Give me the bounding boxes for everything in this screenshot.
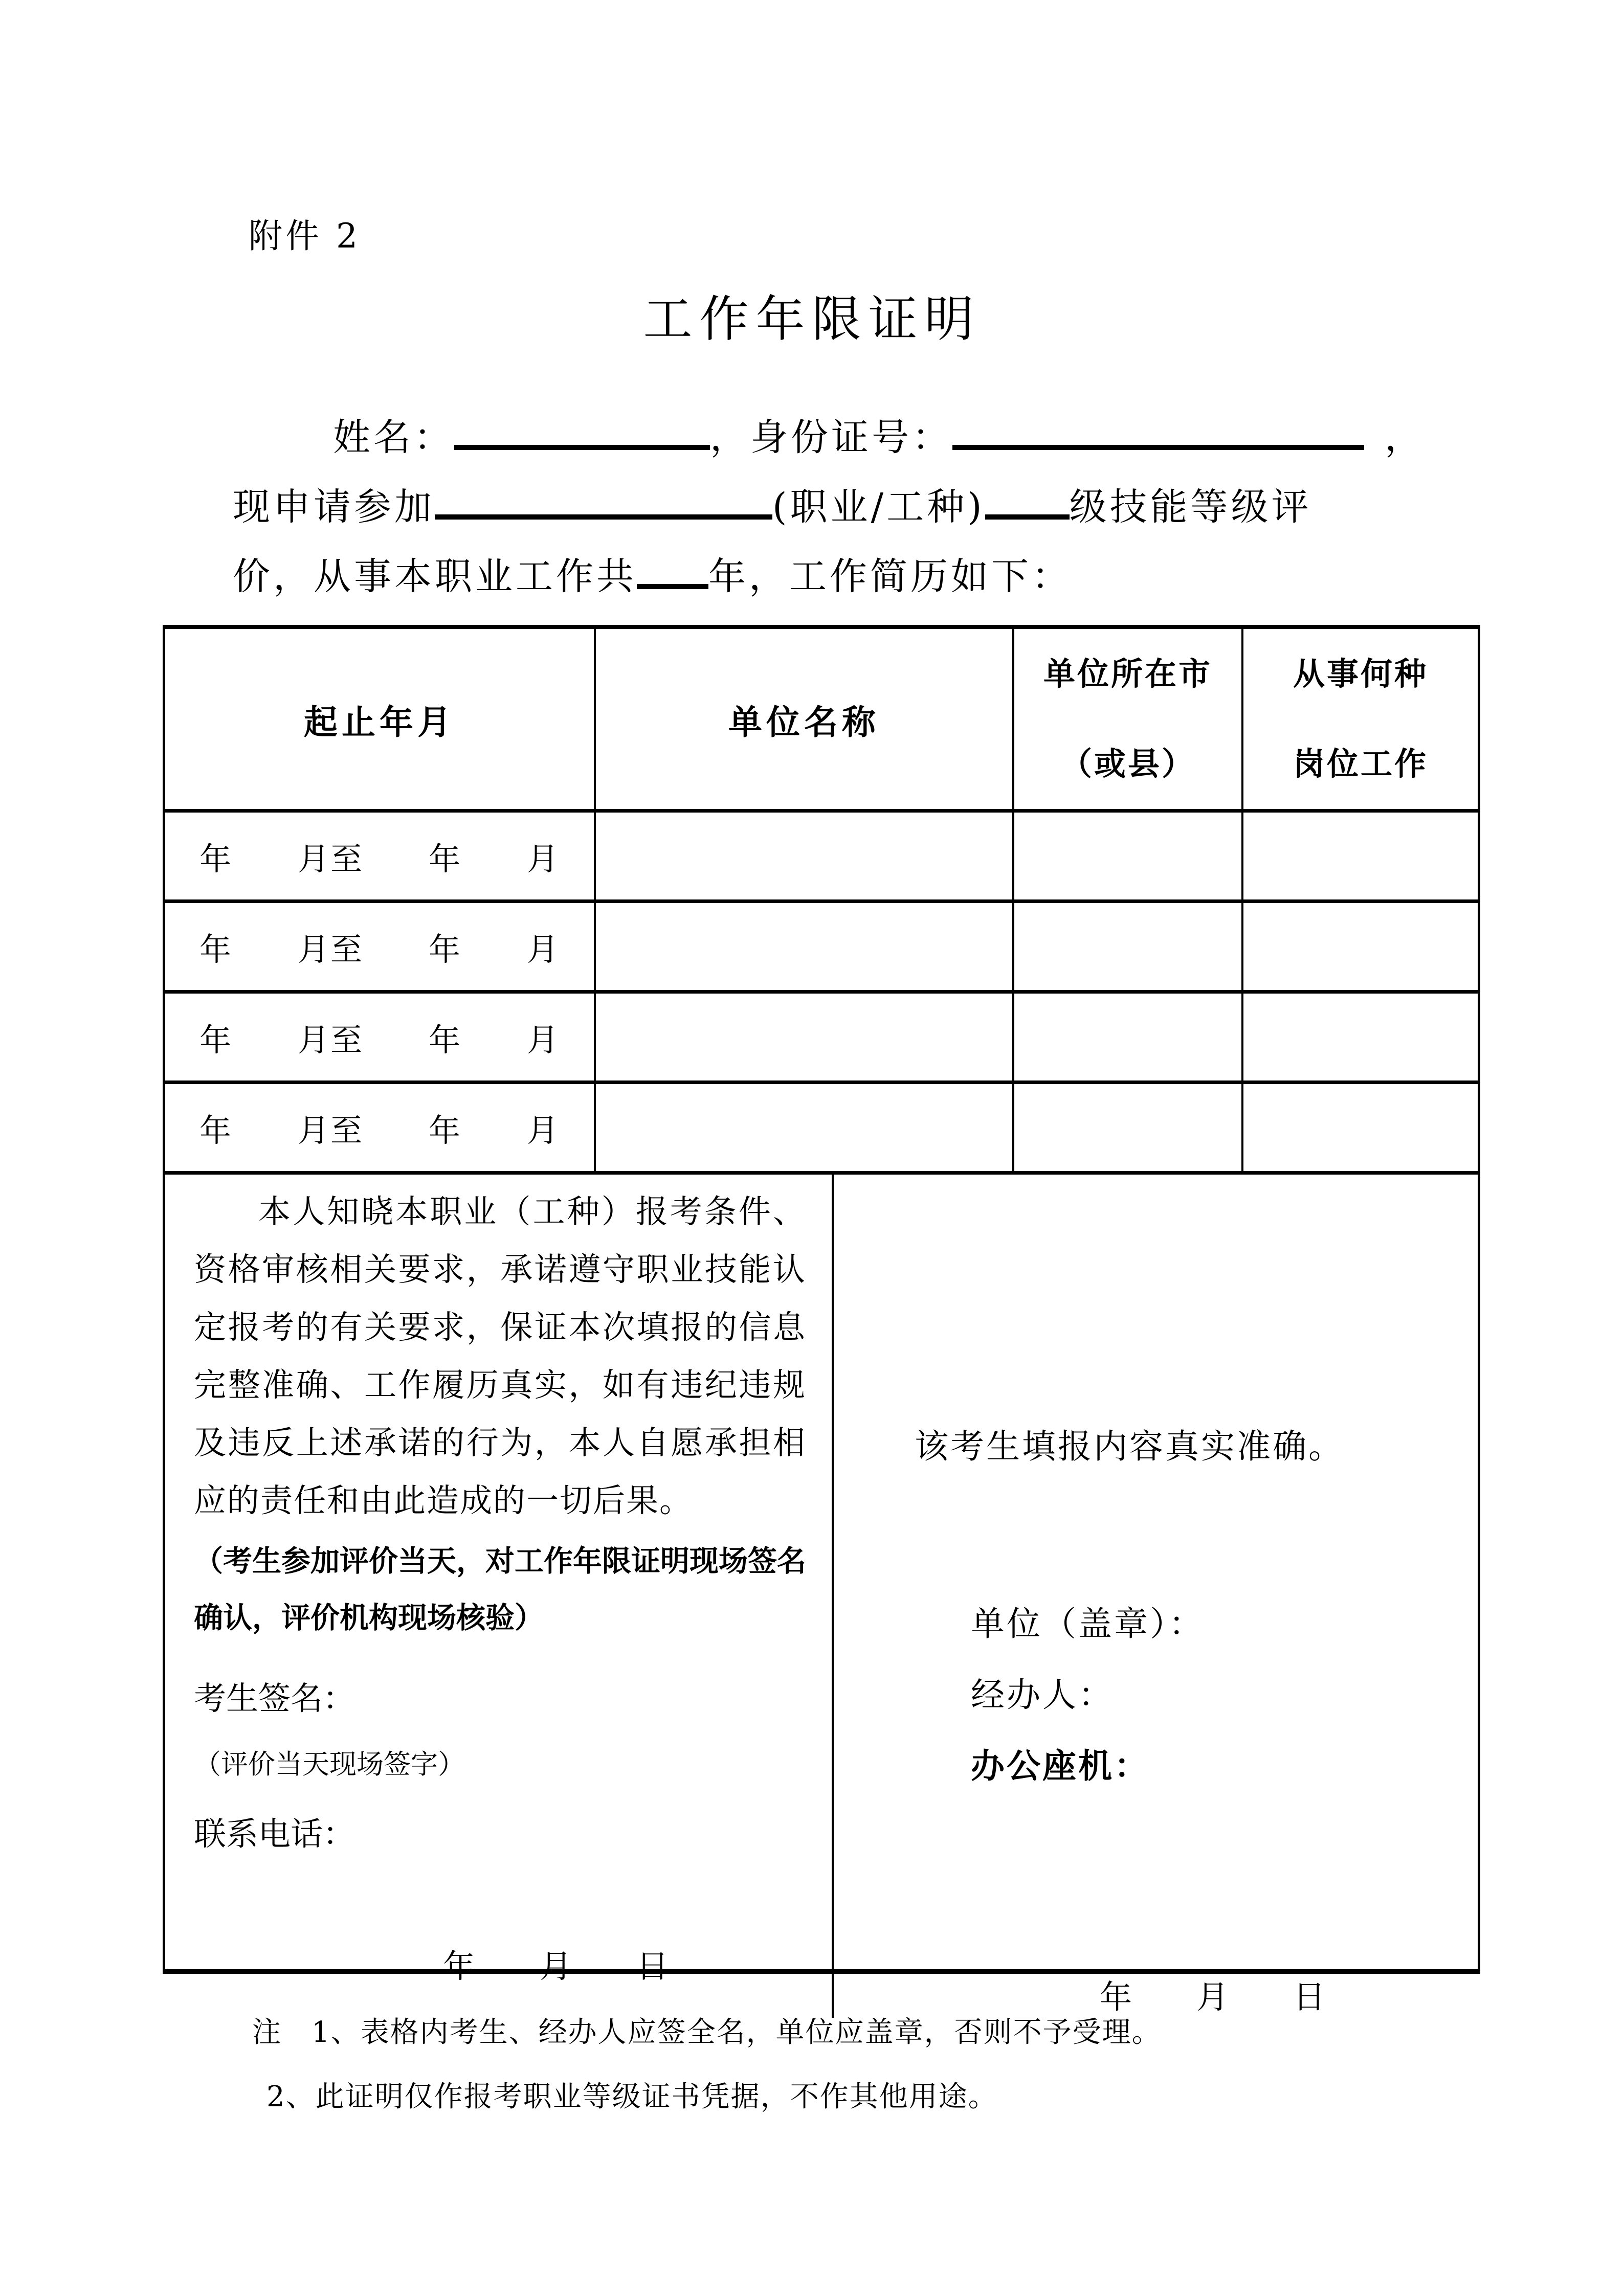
header-city-line2: （或县） (1060, 745, 1195, 782)
job-cell (1242, 992, 1478, 1083)
city-cell (1013, 992, 1242, 1083)
years-blank (637, 544, 708, 589)
intro-paragraph (233, 403, 1440, 612)
header-period: 起止年月 (165, 629, 595, 811)
table-row (165, 811, 1478, 902)
period-cell: 年 月至 年 月 (165, 902, 595, 992)
work-history-grid (165, 629, 1478, 1175)
job-cell (1242, 902, 1478, 992)
signature-section (165, 1175, 1478, 2018)
header-employer: 单位名称 (595, 629, 1013, 811)
employer-cell (595, 902, 1013, 992)
intro-line-2 (233, 472, 1440, 542)
office-phone-label: 办公座机： (971, 1746, 1150, 1786)
candidate-date-line: 年 月 日 (443, 1948, 669, 1985)
declaration-bracket-note: （考生参加评价当天，对工作年限证明现场签名确认，评价机构现场核验） (194, 1544, 806, 1635)
years-prefix: 价，从事本职业工作共 (233, 555, 637, 598)
header-job (1242, 629, 1478, 811)
footnote-2: 2、此证明仅作报考职业等级证书凭据，不作其他用途。 (266, 2080, 998, 2113)
job-cell (1242, 811, 1478, 902)
period-cell: 年 月至 年 月 (165, 811, 595, 902)
employer-date-line: 年 月 日 (1100, 1978, 1325, 2016)
level-suffix: 级技能等级评 (1069, 485, 1312, 529)
table-row (165, 902, 1478, 992)
work-history-table (163, 625, 1480, 2016)
city-cell (1013, 902, 1242, 992)
intro-line-1 (233, 403, 1440, 472)
apply-prefix: 现申请参加 (233, 485, 435, 529)
header-city-line1: 单位所在市 (1043, 655, 1212, 692)
header-city (1013, 629, 1242, 811)
footnotes (252, 2000, 1162, 2129)
employer-statement: 该考生填报内容真实准确。 (915, 1427, 1344, 1466)
signature-day-note: （评价当天现场签字） (194, 1749, 465, 1780)
contact-phone-label: 联系电话： (194, 1815, 355, 1853)
occupation-label: (职业/工种) (772, 485, 985, 529)
period-cell: 年 月至 年 月 (165, 1083, 595, 1173)
employer-cell (595, 1083, 1013, 1173)
years-suffix: 年，工作简历如下： (708, 555, 1072, 598)
employer-cell (595, 992, 1013, 1083)
candidate-signature-label: 考生签名： (194, 1680, 355, 1717)
employer-approval-cell (834, 1175, 1478, 2018)
candidate-declaration-cell (165, 1175, 834, 2018)
agent-label: 经办人： (971, 1675, 1114, 1715)
employer-cell (595, 811, 1013, 902)
page-title: 工作年限证明 (643, 290, 981, 348)
period-cell: 年 月至 年 月 (165, 992, 595, 1083)
attachment-label: 附件 2 (249, 216, 361, 256)
id-label: ，身份证号： (710, 416, 952, 459)
header-job-line2: 岗位工作 (1293, 745, 1428, 782)
declaration-text: 本人知晓本职业（工种）报考条件、资格审核相关要求，承诺遵守职业技能认定报考的有关要求，保证本次填报的信息完整准确、工作履历真实，如有违纪违规及违反上述承诺的行为，本人自愿承担相应的责任和由此造成的一切后果。 (194, 1193, 806, 1519)
footnote-1: 注 1、表格内考生、经办人应签全名，单位应盖章，否则不予受理。 (252, 2016, 1162, 2049)
name-label: 姓名： (333, 416, 454, 459)
level-blank (985, 475, 1070, 520)
city-cell (1013, 1083, 1242, 1173)
city-cell (1013, 811, 1242, 902)
id-blank (952, 405, 1364, 450)
intro-line-1-comma: ， (1385, 416, 1425, 459)
table-row (165, 992, 1478, 1083)
employer-seal-label: 单位（盖章）： (971, 1604, 1205, 1644)
intro-line-3 (233, 542, 1440, 612)
header-row (165, 629, 1478, 811)
name-blank (454, 405, 710, 450)
job-cell (1242, 1083, 1478, 1173)
header-job-line1: 从事何种 (1293, 655, 1428, 692)
table-row (165, 1083, 1478, 1173)
occupation-blank (435, 475, 772, 520)
